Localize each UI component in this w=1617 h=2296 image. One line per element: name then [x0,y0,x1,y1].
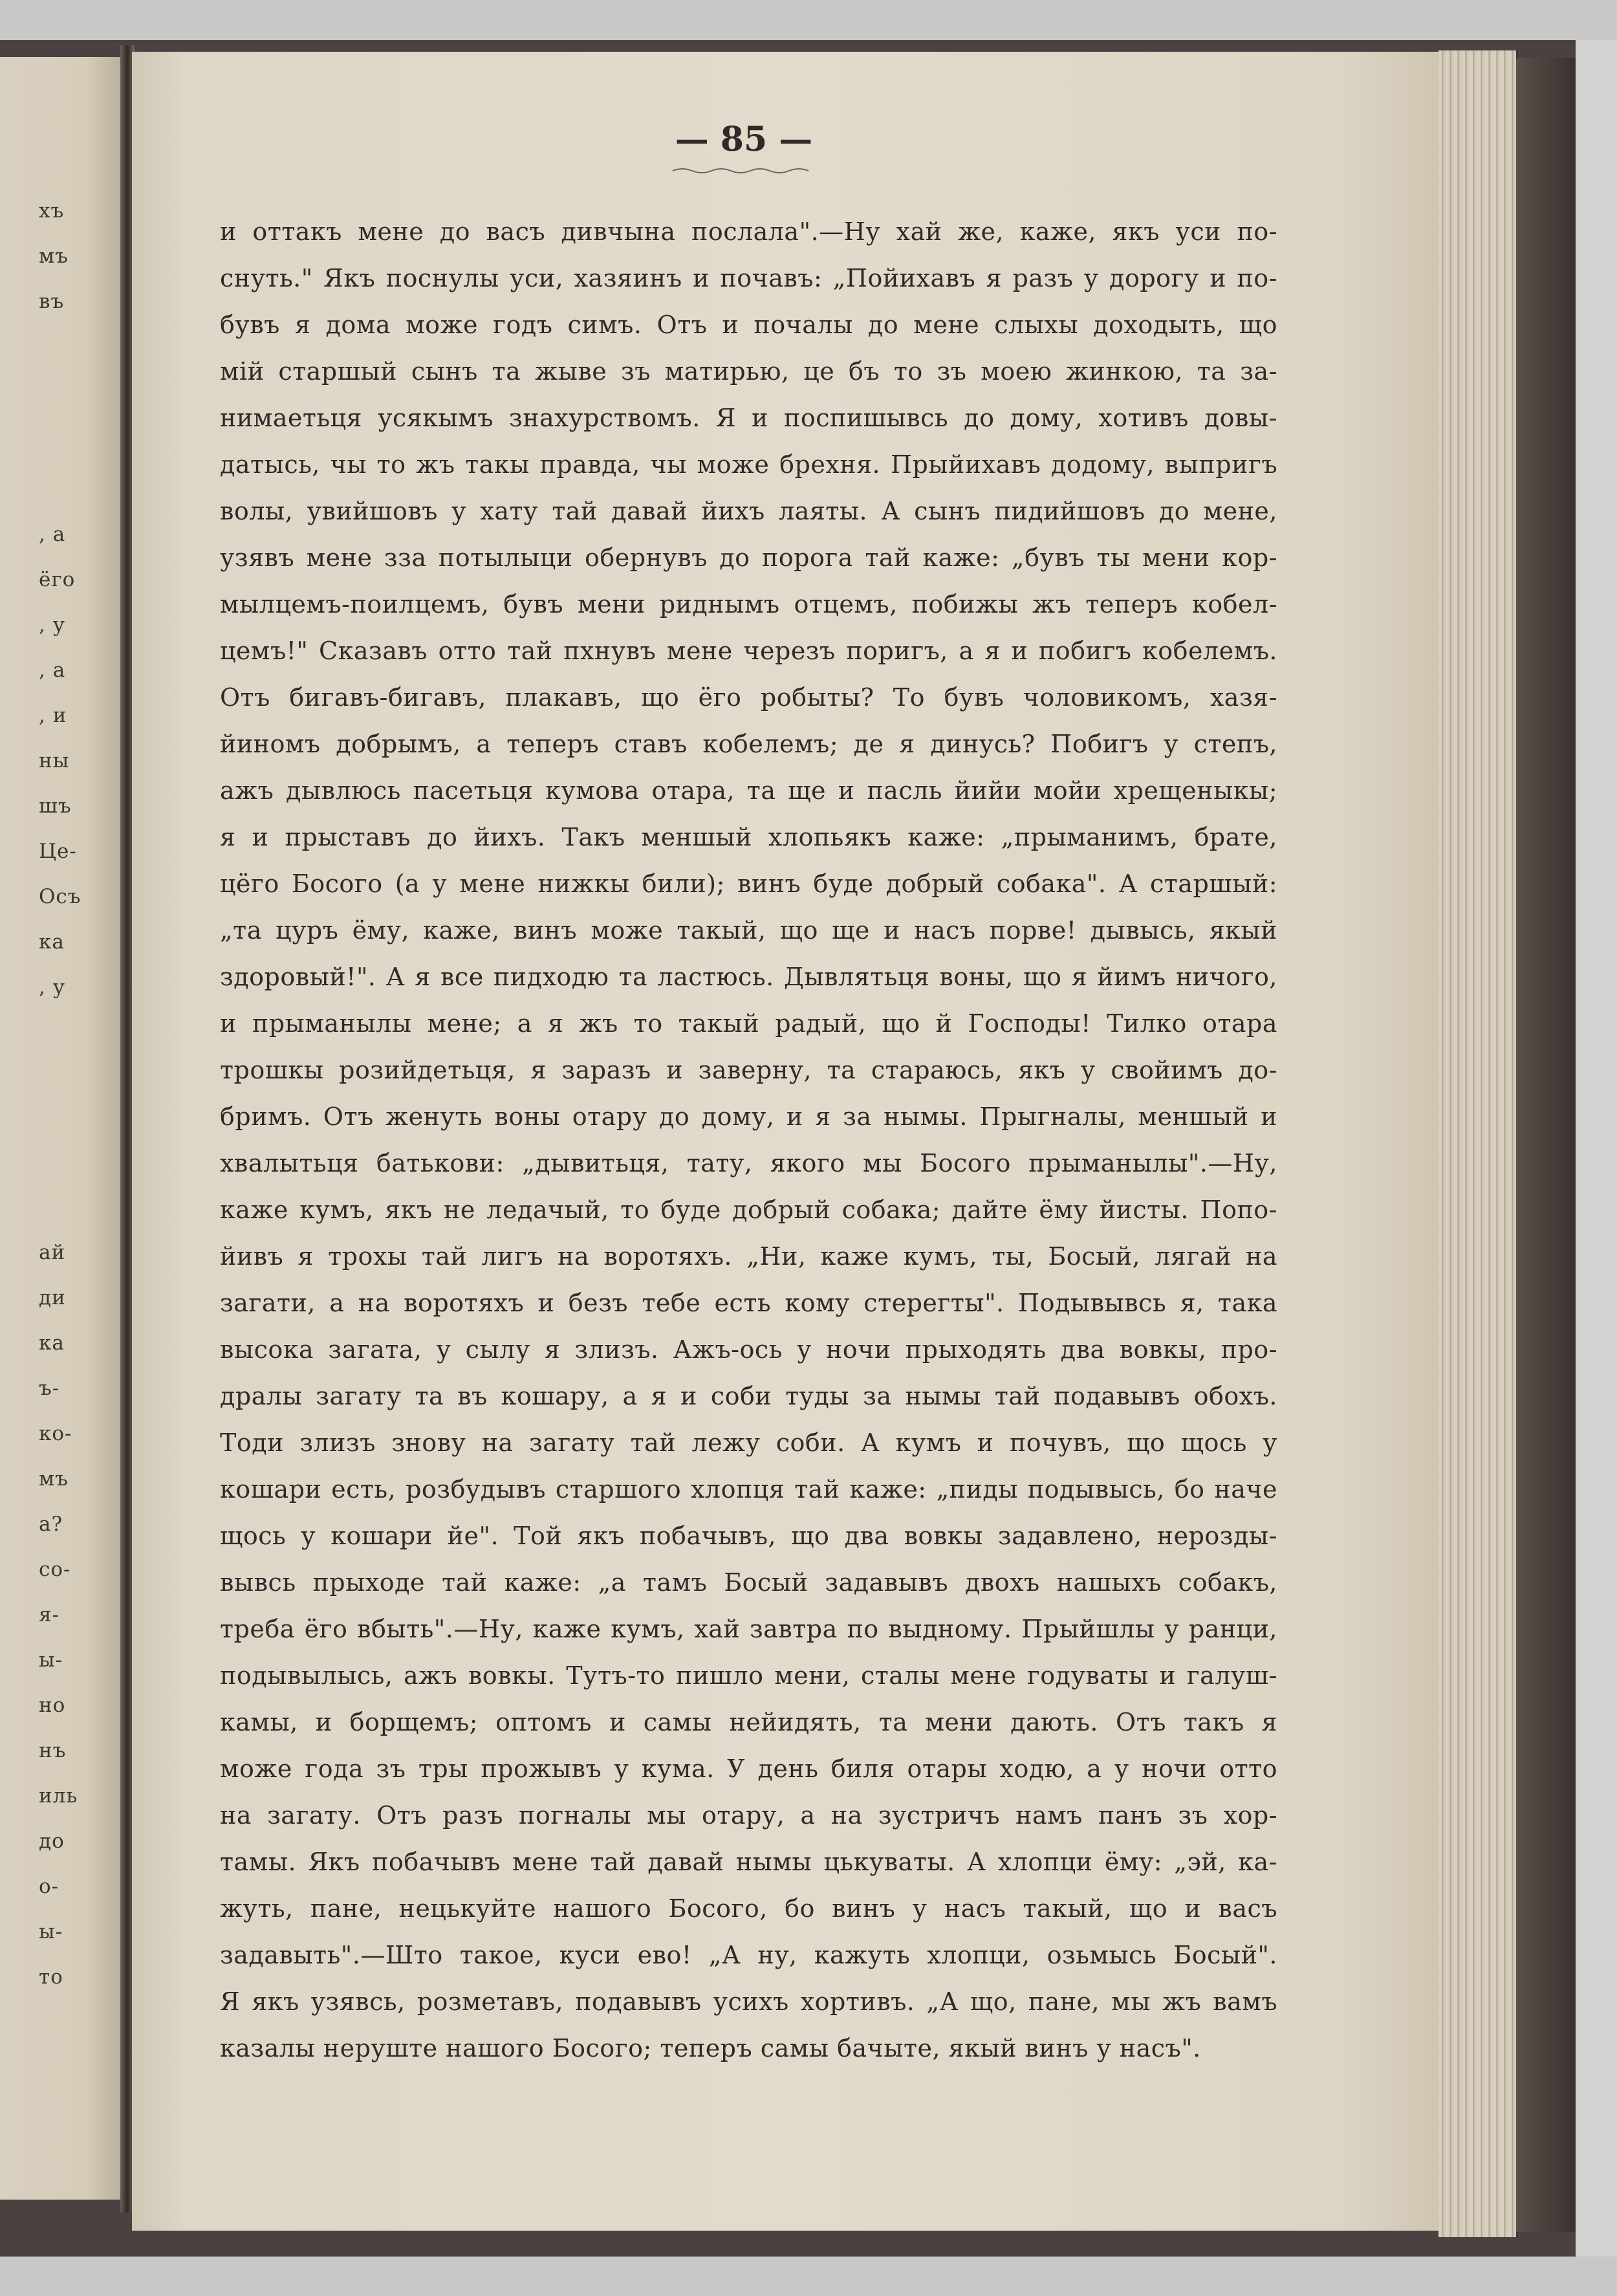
text-line: йиномъ добрымъ, а теперъ ставъ кобелемъ; де я динусь? Побигъ у степъ, [220,730,1277,758]
page-edges-stack [1438,50,1518,2237]
text-line: бримъ. Отъ женуть воны отару до дому, и я за нымы. Прыгналы, меншый и [220,1102,1277,1131]
text-line: задавыть".—Што такое, куси ево! „А ну, кажуть хлопци, озьмысь Босый". [220,1941,1277,1969]
page-number-ornament [669,167,818,175]
left-page-edge: хъ мъ въ , а ёго , у , а , и ны шъ Це- Осъ ка , у ай ди ка ъ- ко- мъ а? со- я- ы- но нъ иль до о- ы- то [0,57,123,2200]
text-line: йивъ я трохы тай лигъ на воротяхъ. „Ни, каже кумъ, ты, Босый, лягай на [220,1242,1277,1271]
text-line: треба ёго вбыть".—Ну, каже кумъ, хай завтра по выдному. Прыйшлы у ранци, [220,1615,1277,1643]
text-line: дралы загату та въ кошару, а я и соби туды за нымы тай подавывъ обохъ. [220,1382,1277,1410]
scan-border-bottom [0,2257,1617,2296]
book-cover-edge [1516,58,1576,2232]
text-line: казалы неруште нашого Босого; теперъ самы бачыте, якый винъ у насъ". [220,2034,1201,2062]
text-line: и прыманылы мене; а я жъ то такый радый, що й Господы! Тилко отара [220,1009,1277,1038]
text-line: кошари есть, розбудывъ старшого хлопця тай каже: „пиды подывысь, бо наче [220,1475,1277,1503]
text-line: высока загата, у сылу я злизъ. Ажъ-ось у ночи прыходять два вовкы, про- [220,1335,1277,1364]
text-line: Отъ бигавъ-бигавъ, плакавъ, що ёго робыты? То бувъ чоловикомъ, хазя- [220,683,1277,712]
text-line: волы, увийшовъ у хату тай давай йихъ лаяты. А сынъ пидийшовъ до мене, [220,497,1277,525]
text-line: камы, и борщемъ; оптомъ и самы нейидять, та мени дають. Отъ такъ я [220,1708,1277,1736]
text-line: цемъ!" Сказавъ отто тай пхнувъ мене черезъ поригъ, а я и побигъ кобелемъ. [220,637,1277,665]
text-line: я и прыставъ до йихъ. Такъ меншый хлопьякъ каже: „прыманимъ, брате, [220,823,1277,851]
scan-border-top [0,0,1617,40]
text-line: мій старшый сынъ та жыве зъ матирью, це бъ то зъ моею жинкою, та за- [220,357,1277,386]
text-line: хвалытьця батькови: „дывитьця, тату, якого мы Босого прыманылы".—Ну, [220,1149,1277,1177]
text-line: узявъ мене зза потылыци обернувъ до порога тай каже: „бувъ ты мени кор- [220,543,1277,572]
text-line: вывсь прыходе тай каже: „а тамъ Босый задавывъ двохъ нашыхъ собакъ, [220,1568,1277,1597]
text-line: може года зъ тры прожывъ у кума. У день биля отары ходю, а у ночи отто [220,1755,1277,1783]
body-text [220,208,1277,2072]
text-line: трошкы розийдетьця, я заразъ и заверну, та стараюсь, якъ у свойимъ до- [220,1056,1277,1084]
text-line: подывылысь, ажъ вовкы. Тутъ-то пишло мени, сталы мене годуваты и галуш- [220,1661,1277,1690]
text-line: мылцемъ-поилцемъ, бувъ мени риднымъ отцемъ, побижы жъ теперъ кобел- [220,590,1277,618]
text-line: Я якъ узявсь, розметавъ, подавывъ усихъ хортивъ. „А що, пане, мы жъ вамъ [220,1987,1277,2016]
text-line: снуть." Якъ поснулы уси, хазяинъ и почавъ: „Пойихавъ я разъ у дорогу и по- [220,264,1277,292]
text-line: Тоди злизъ знову на загату тай лежу соби. А кумъ и почувъ, що щось у [220,1428,1277,1457]
text-line: цёго Босого (а у мене нижкы били); винъ буде добрый собака". А старшый: [220,869,1277,898]
text-line: щось у кошари йе". Той якъ побачывъ, що два вовкы задавлено, нерозды- [220,1522,1277,1550]
text-line: каже кумъ, якъ не ледачый, то буде добрый собака; дайте ёму йисты. Попо- [220,1196,1277,1224]
text-line: „та цуръ ёму, каже, винъ може такый, що ще и насъ порве! дывысь, якый [220,916,1277,945]
text-line: жуть, пане, нецькуйте нашого Босого, бо винъ у насъ такый, що и васъ [220,1894,1277,1923]
text-line: ажъ дывлюсь пасетьця кумова отара, та ще и пасль йийи мойи хрещеныкы; [220,776,1277,805]
text-line: датысь, чы то жъ такы правда, чы може брехня. Прыйихавъ додому, выпригъ [220,450,1277,479]
text-line: нимаетьця усякымъ знахурствомъ. Я и поспишывсь до дому, хотивъ довы- [220,404,1277,432]
text-line: здоровый!". А я все пидходю та ластюсь. Дывлятьця воны, що я йимъ ничого, [220,963,1277,991]
text-line: загати, а на воротяхъ и безъ тебе есть кому стерегты". Подывывсь я, така [220,1289,1277,1317]
text-line: тамы. Якъ побачывъ мене тай давай нымы цькуваты. А хлопци ёму: „эй, ка- [220,1848,1277,1876]
page-number: — 85 — [675,120,813,159]
text-line: бувъ я дома може годъ симъ. Отъ и почалы до мене слыхы доходыть, що [220,311,1277,339]
text-line: и оттакъ мене до васъ дивчына послала".—Ну хай же, каже, якъ уси по- [220,217,1277,246]
text-line: на загату. Отъ разъ погналы мы отару, а на зустричъ намъ панъ зъ хор- [220,1801,1277,1830]
